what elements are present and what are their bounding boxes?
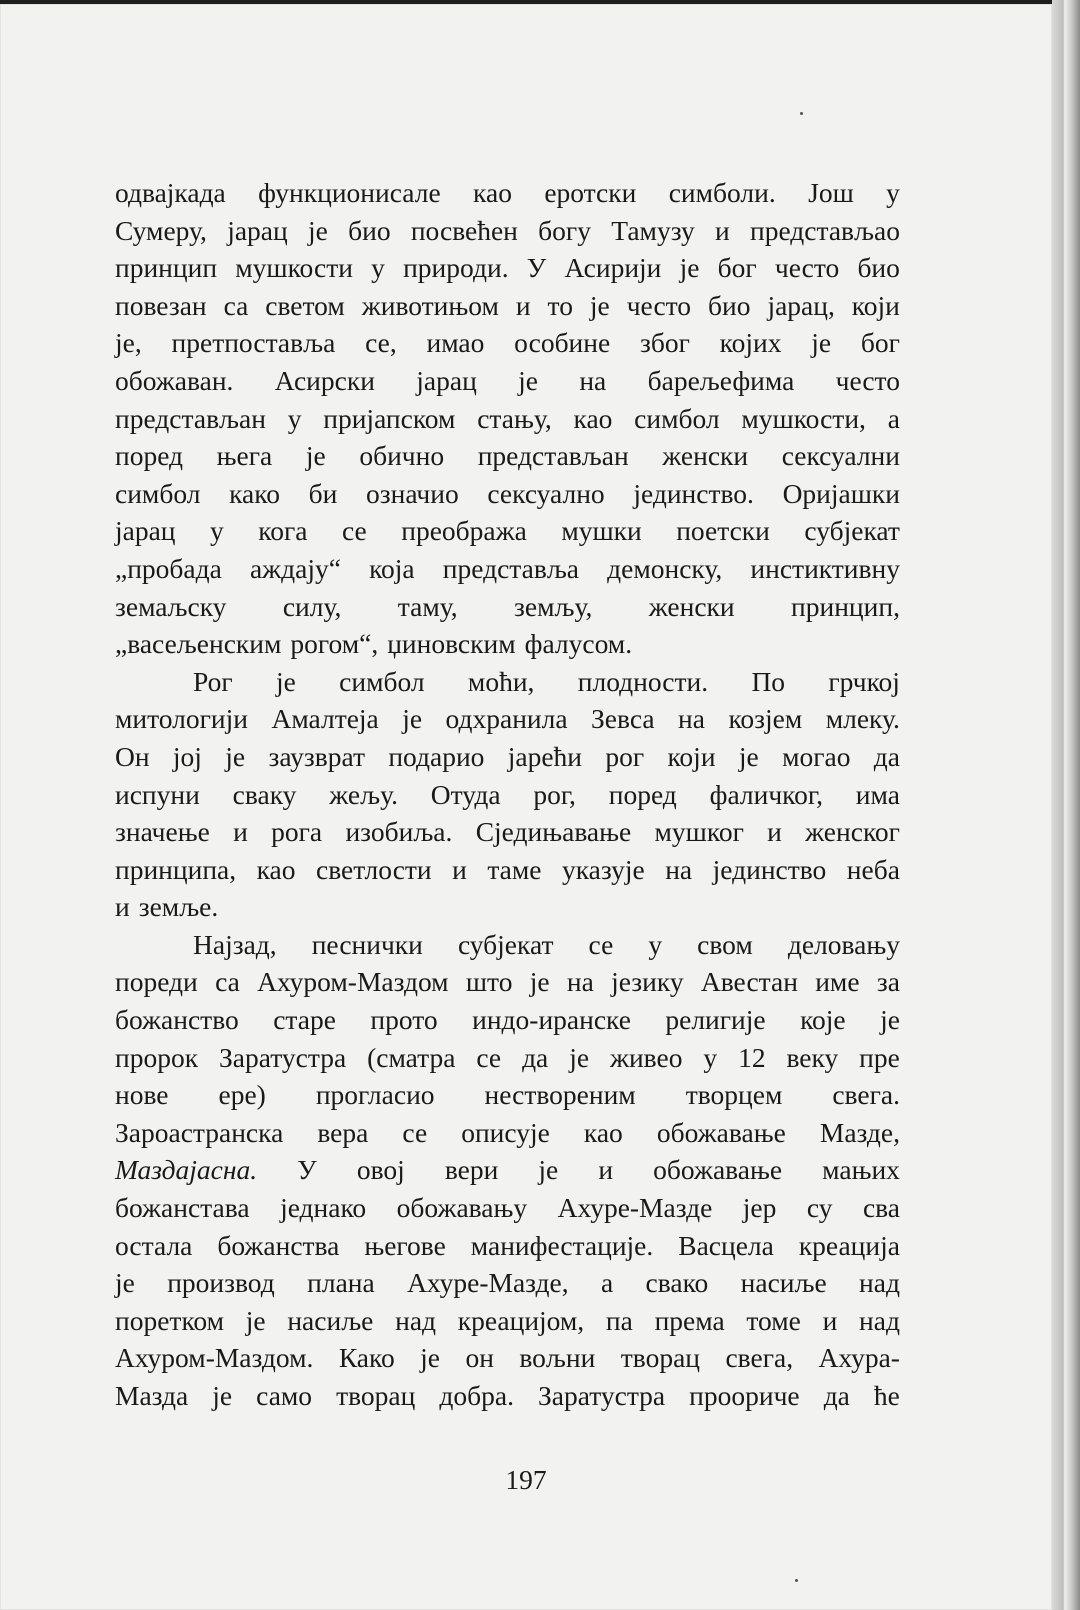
word: вољни [519,1342,596,1374]
word: над [859,1267,900,1299]
word: се, [365,327,397,359]
word: која [369,552,415,584]
word: обожавању [396,1192,528,1224]
word: демонску, [607,552,723,584]
word: плодности. [577,665,709,697]
text-line [115,625,900,663]
word: означио [366,477,459,509]
word: обожавање [653,1154,783,1186]
word: прогласио [315,1079,435,1111]
page-number: 197 [505,1464,547,1495]
word: је [402,703,423,735]
word: „пробада [115,552,222,584]
word: на [566,966,594,998]
word: се [588,928,614,960]
word: симбол [115,477,201,509]
word: јер [742,1192,777,1224]
word: творац [620,1342,701,1374]
word: насиље [740,1267,827,1299]
word: па [605,1304,633,1336]
word: млеку. [825,703,900,735]
word: принцип, [791,590,900,622]
word: је [420,1342,441,1374]
word: би [308,477,338,509]
word: старе [273,1004,336,1036]
word: се [341,515,367,547]
word: као [583,1116,623,1148]
word: песнички [311,928,423,960]
word: мањих [822,1154,900,1186]
text-line [115,1039,900,1077]
word: је [275,665,296,697]
word: њега [216,440,273,472]
word: Мазде, [819,1116,900,1148]
word: он [465,1342,494,1374]
word: је [518,364,538,396]
word: то [547,289,573,321]
word: јарац [416,364,477,396]
word: аждају“ [249,552,341,584]
text-line [115,926,900,964]
word: рог [605,740,645,772]
word: женског [805,816,900,848]
word: за [876,966,900,998]
word: обично [359,440,445,472]
word: у [210,515,224,547]
word: веку [786,1041,839,1073]
word: посвећен [410,214,518,246]
text-line [115,212,900,250]
word: представља [442,552,580,584]
word: према [654,1304,725,1336]
word: Он [115,740,150,772]
word: са [223,289,249,321]
word: божанство [115,1004,239,1036]
word: је, [115,327,142,359]
word: у [703,1041,718,1073]
word: јарац [227,214,288,246]
word: овој [356,1154,405,1186]
word: Заратустра [537,1380,666,1411]
word: обожаван. [115,364,234,396]
word: еротски [544,177,637,208]
word: јарац, [767,289,835,321]
word: су [806,1192,833,1224]
word: инстиктивну [750,552,900,584]
word: на [665,853,693,885]
word: да [873,740,900,772]
word: функционисале [258,177,441,208]
text-line [115,888,900,926]
word: и [822,1304,838,1336]
text-line [115,324,900,362]
word: пријапском [323,402,456,434]
word: је [538,1154,559,1186]
word: (сматра [367,1041,456,1073]
word: јарећи [507,740,583,772]
word: вера [317,1116,369,1148]
word: поетски [676,515,770,547]
word: креација [798,1229,900,1261]
word: ће [873,1380,900,1411]
word: свега. [832,1079,900,1111]
word: творцем [685,1079,783,1111]
word: представљан [115,402,266,434]
word: је [529,966,550,998]
word: и [115,891,130,923]
word: Ахуре-Мазде [557,1192,713,1224]
word: светлости [315,853,432,885]
word: живео [609,1041,683,1073]
word: и [452,853,467,885]
word: свом [697,928,753,960]
word: сва [862,1192,900,1224]
word: божанстава [115,1192,250,1224]
word: и [598,1154,614,1186]
word: креацијом, [457,1304,585,1336]
word: Заратустра [219,1041,347,1073]
word: сваку [232,778,297,810]
word: Најзад, [193,928,277,960]
word: се [476,1041,502,1073]
word: природи. [403,252,509,284]
word: једнако [280,1192,367,1224]
word: фаличког, [709,778,823,810]
word: проориче [689,1380,800,1411]
word: барељефима [647,364,795,396]
word: име [815,966,860,998]
word: Како [338,1342,395,1374]
word: богу [538,214,591,246]
page-stack-edge [1052,0,1080,1610]
word: претпоставља [171,327,336,359]
word: Отуда [430,778,501,810]
word: које [800,1004,846,1036]
text-line [115,1151,900,1189]
word: је [115,1267,135,1299]
word: земаљску [115,590,227,622]
word: представљан [477,440,629,472]
word: козјем [728,703,803,735]
text-line [115,776,900,814]
text-line [115,738,900,776]
text-line [115,400,900,438]
word: неба [846,853,900,885]
word: женски [662,440,749,472]
word: је [679,252,700,284]
word: пре [859,1041,900,1073]
word: жељу. [329,778,398,810]
word: сексуално [487,477,605,509]
word: Авестан [700,966,798,998]
word: плана [307,1267,375,1299]
word: је [589,289,610,321]
word: Тамузу [611,214,695,246]
word: указује [561,853,645,885]
text-line [115,1339,900,1377]
word: и [715,214,730,246]
word: творац [336,1380,416,1411]
text-line [115,700,900,738]
word: сексуални [781,440,900,472]
word: поретком [115,1304,225,1336]
text-line [115,550,900,588]
word: над [395,1304,437,1336]
word: на [678,703,705,735]
word: ере) [218,1079,266,1111]
word: рогом“, [290,628,379,660]
text-line [115,1227,900,1265]
word: као [256,853,296,885]
word: Још [808,177,854,208]
word: манифестације. [470,1229,654,1261]
text-line [115,1001,900,1039]
word: грчкој [828,665,900,697]
word: којих [719,327,782,359]
word: деловању [787,928,900,960]
word: обожавање [656,1116,786,1148]
word: божанства [217,1229,340,1261]
word: са [215,966,240,998]
word: Мазда [115,1380,189,1411]
text-line [115,588,900,626]
word: над [859,1304,900,1336]
word: је [307,214,328,246]
word: Асирији [564,252,662,284]
word: на [579,364,607,396]
word: је [245,1304,266,1336]
text-line [115,362,900,400]
word: таму, [397,590,458,622]
word: често [626,289,692,321]
word: често [835,364,900,396]
word: јарац [115,515,176,547]
word: је [305,440,326,472]
word: има [855,778,900,810]
word: рога [271,816,323,848]
paper-speck [800,112,803,115]
word: субјекат [804,515,900,547]
body-text [115,174,900,1415]
word: је [738,740,759,772]
word: Ахура- [818,1342,900,1374]
text-line [115,813,900,851]
text-line [115,663,900,701]
word: је [225,740,246,772]
word: језику [611,966,684,998]
word: томе [746,1304,801,1336]
text-line [115,249,900,287]
word: одхранила [445,703,568,735]
word: подарио [388,740,485,772]
word: производ [167,1267,275,1299]
word: Зевса [591,703,655,735]
word: земљу, [514,590,593,622]
word: женски [648,590,735,622]
word: Маздајасна. [115,1154,258,1186]
word: животињом [361,289,499,321]
word: симболи. [668,177,776,208]
word: само [256,1380,313,1411]
word: је [569,1041,590,1073]
word: као [573,402,613,434]
word: био [708,289,751,321]
word: вери [444,1154,499,1186]
word: свако [645,1267,709,1299]
word: био [348,214,391,246]
word: свега, [725,1342,794,1374]
word: пророк [115,1041,199,1073]
text-line [115,1076,900,1114]
text-line [115,851,900,889]
word: испуни [115,778,200,810]
word: Ахуром-Маздом. [115,1342,314,1374]
word: добра. [439,1380,514,1411]
word: је [212,1380,233,1411]
word: што [465,966,513,998]
word: У [297,1154,317,1186]
word: у [648,928,663,960]
text-line [115,1189,900,1227]
word: Рог [193,665,233,697]
word: моћи, [467,665,535,697]
word: да [823,1380,850,1411]
word: митологији [115,703,248,735]
word: 12 [738,1041,766,1073]
word: индо-иранске [472,1004,631,1036]
word: Ахуре-Мазде, [407,1267,569,1299]
word: поред [608,778,677,810]
word: Сједињавање [475,816,632,848]
word: Зароастранска [115,1116,284,1148]
word: могао [782,740,851,772]
text-line [115,287,900,325]
word: често [774,252,840,284]
word: а [600,1267,614,1299]
paper-speck [795,1579,798,1582]
word: Ахуром-Маздом [257,966,449,998]
word: јединство [712,853,827,885]
word: описује [461,1116,550,1148]
word: религије [665,1004,766,1036]
word: кога [258,515,308,547]
word: стању, [477,402,552,434]
word: одвајкада [115,177,226,208]
word: повезан [115,289,207,321]
word: значење [115,816,210,848]
word: који [851,289,900,321]
word: принципа, [115,853,237,885]
word: имао [426,327,485,359]
word: субјекат [457,928,554,960]
word: мушкости [235,252,353,284]
word: пореди [115,966,198,998]
word: мушког [654,816,744,848]
word: фалусом. [524,628,633,660]
word: преобража [401,515,527,547]
word: који [667,740,716,772]
word: У [526,252,547,284]
word: је [880,1004,900,1036]
word: је [811,327,832,359]
word: мушкости, [741,402,866,434]
book-page [0,4,1052,1610]
word: и [767,816,782,848]
word: представљао [749,214,900,246]
word: принцип [115,252,218,284]
word: Сумеру, [115,214,207,246]
word: јој [172,740,202,772]
text-line [115,1377,900,1415]
word: Амалтеја [271,703,379,735]
word: Васцела [678,1229,774,1261]
word: симбол [634,402,720,434]
word: да [522,1041,549,1073]
word: и [515,289,531,321]
word: његове [364,1229,446,1261]
word: По [751,665,786,697]
word: био [857,252,900,284]
word: прото [370,1004,438,1036]
word: бог [860,327,900,359]
text-line [115,437,900,475]
word: земље. [138,891,219,923]
word: нове [115,1079,169,1111]
word: нествореним [484,1079,636,1111]
text-line [115,963,900,1001]
word: у [287,402,302,434]
word: насиље [287,1304,374,1336]
word: „васељенским [115,628,282,660]
word: симбол [339,665,425,697]
word: остала [115,1229,193,1261]
word: како [229,477,280,509]
word: бог [717,252,757,284]
word: и [233,816,248,848]
text-line [115,174,900,212]
text-line [115,1264,900,1302]
word: а [887,402,900,434]
word: силу, [282,590,342,622]
word: светом [265,289,345,321]
word: мушки [561,515,642,547]
word: Асирски [274,364,375,396]
text-line [115,1114,900,1152]
word: јединство. [633,477,754,509]
text-line [115,512,900,550]
word: у [886,177,900,208]
word: џиновским [387,628,516,660]
word: заузврат [268,740,365,772]
word: због [639,327,690,359]
word: таме [487,853,542,885]
word: изобиља. [345,816,453,848]
text-line [115,475,900,513]
word: се [402,1116,428,1148]
word: рог, [533,778,576,810]
word: поред [115,440,184,472]
word: у [371,252,385,284]
word: као [473,177,512,208]
word: Оријашки [782,477,900,509]
text-line [115,1302,900,1340]
word: особине [514,327,611,359]
